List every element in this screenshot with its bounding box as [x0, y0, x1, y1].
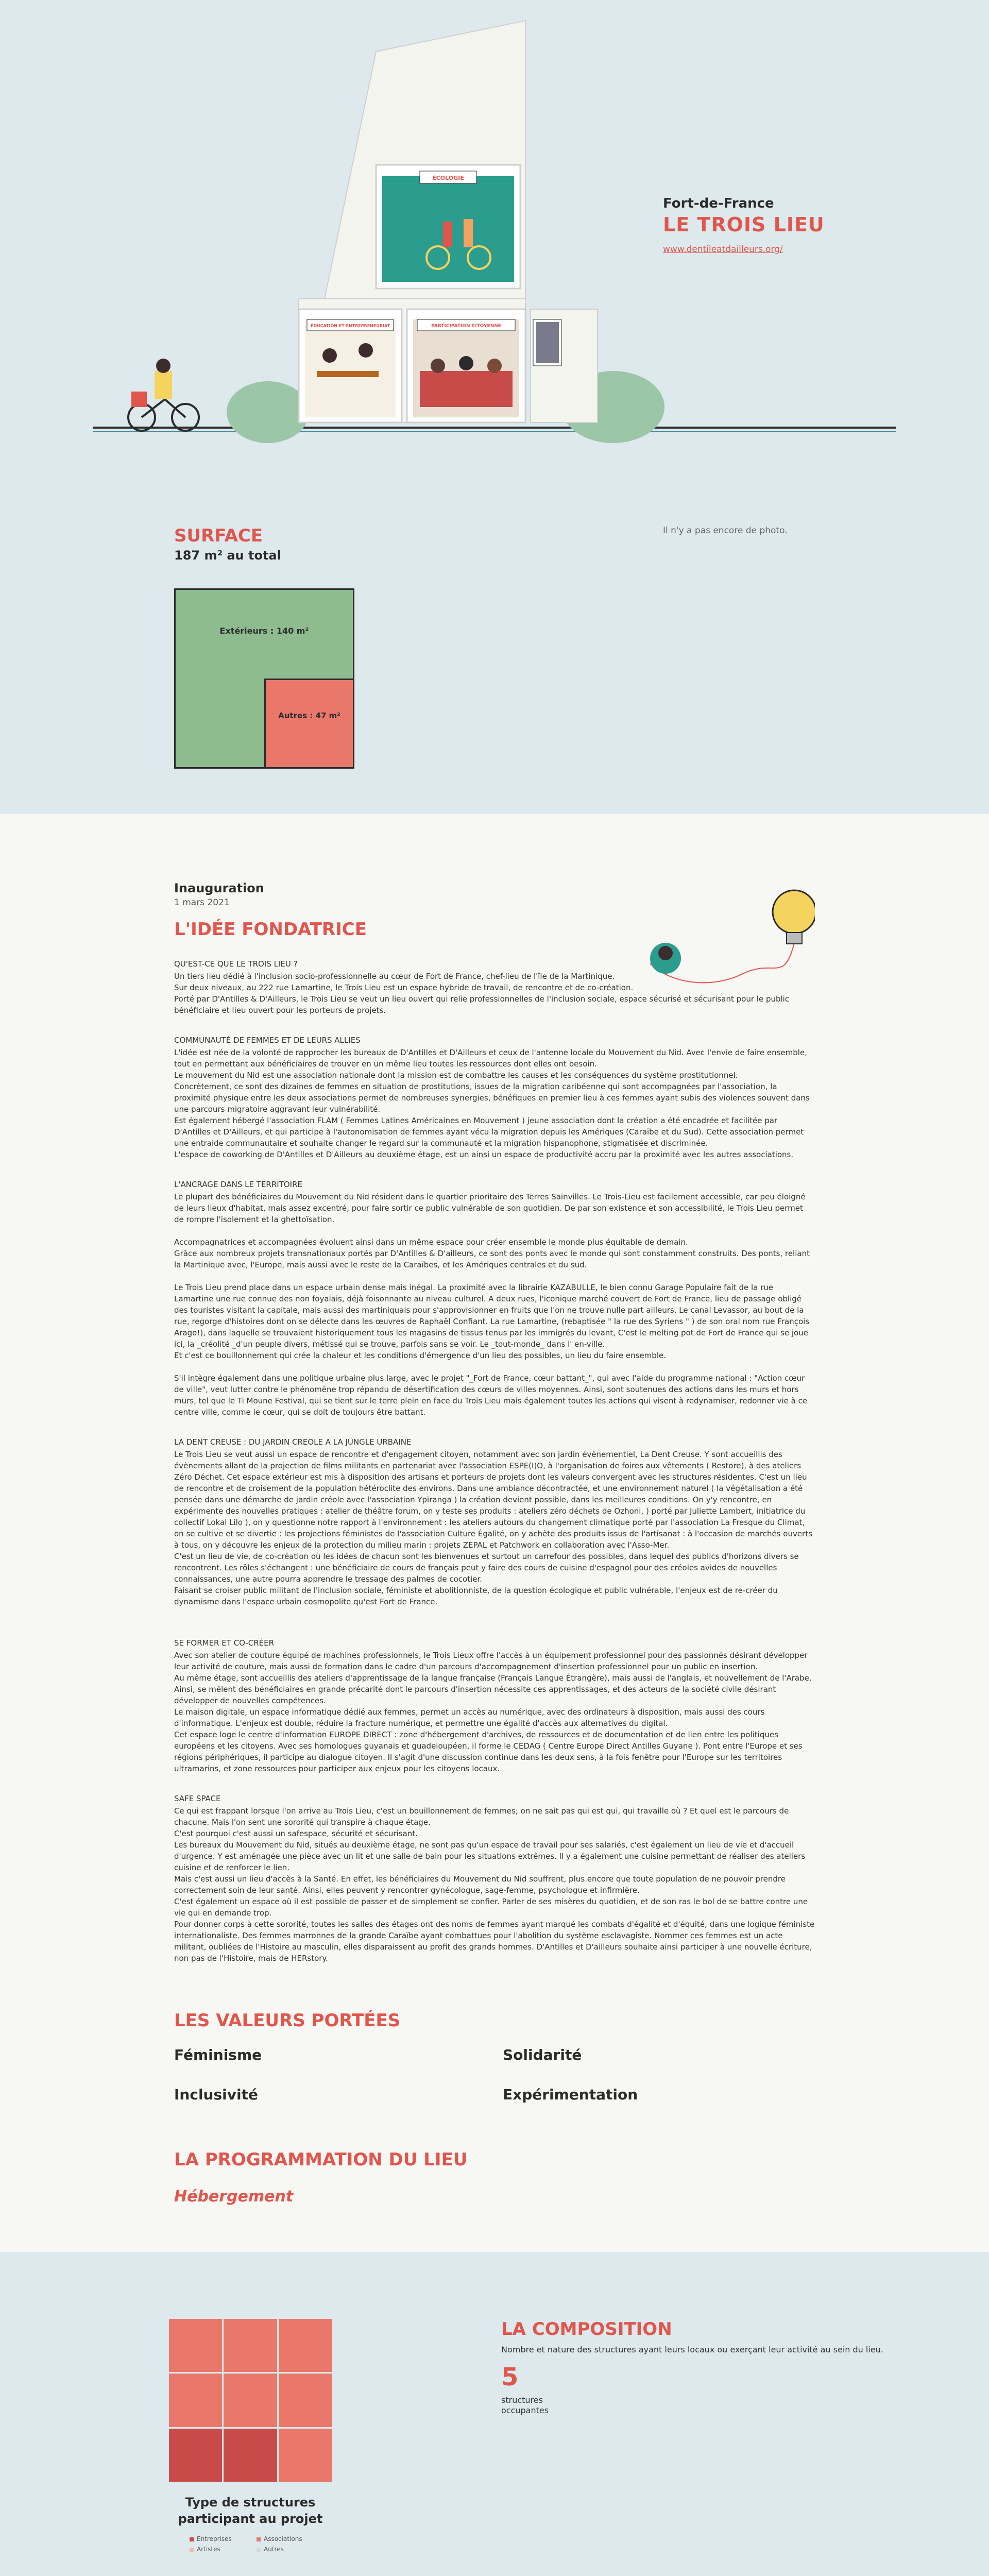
- legend-swatch: [257, 2548, 261, 2552]
- legend-item: Associations: [257, 2535, 313, 2543]
- hero-title-block: [663, 196, 825, 255]
- legend-swatch: [190, 2548, 194, 2552]
- values-grid: [174, 2046, 815, 2103]
- waffle-cell: [279, 2374, 332, 2427]
- surface-treemap: [174, 588, 354, 769]
- hero-section: [0, 0, 989, 526]
- composition-subtitle: Nombre et nature des structures ayant leurs locaux ou exerçant leur activité au sein du lieu.: [501, 2345, 883, 2354]
- no-photo-text: Il n'y a pas encore de photo.: [663, 526, 788, 536]
- legend-item: Entreprises: [190, 2535, 257, 2543]
- composition-section: [0, 2252, 989, 2576]
- sign-ecology: ÉCOLOGIE: [432, 175, 464, 181]
- block-text: Un tiers lieu dédié à l'inclusion socio-professionnelle au cœur de Fort de France, chef-lieu de l'île de la Martinique. Sur deux niveaux, au 222 rue Lamartine, le Trois Lieu est un espace hybride de travail, de rencontre et de co-création. Porté par D'Antilles & D'Ailleurs, le Trois Lieu se veut un lieu ouvert qui relie professionnelles de l'inclusion sociale, espace sécurisé et sécurisant pour le public bénéficiaire et lieu ouvert pour les porteurs de projets.: [174, 972, 790, 1015]
- waffle-cell: [169, 2429, 222, 2482]
- inauguration-date: 1 mars 2021: [174, 897, 230, 908]
- block-heading: LA DENT CREUSE : DU JARDIN CREOLE A LA JUNGLE URBAINE: [174, 1437, 412, 1447]
- legend-swatch: [190, 2537, 194, 2541]
- composition-title: LA COMPOSITION: [501, 2319, 672, 2340]
- legend-item: Artistes: [190, 2546, 257, 2553]
- idea-title: L'IDÉE FONDATRICE: [174, 919, 367, 940]
- structures-count-label: structures occupantes: [501, 2395, 549, 2415]
- website-link[interactable]: www.dentileatdailleurs.org/: [663, 244, 783, 255]
- block-heading: L'ANCRAGE DANS LE TERRITOIRE: [174, 1180, 302, 1189]
- block-heading: QU'EST-CE QUE LE TROIS LIEU ?: [174, 959, 298, 969]
- text-block-territory: [174, 1180, 815, 1418]
- text-block-training: [174, 1638, 815, 1774]
- waffle-legend: [190, 2535, 313, 2553]
- waffle-caption: Type de structures participant au projet: [178, 2495, 323, 2526]
- legend-item: Autres: [257, 2546, 313, 2553]
- block-text: Avec son atelier de couture équipé de machines professionnels, le Trois Lieux offre l'accès à un équipement professionnel pour des passionnés désirant développer leur activité de couture, mais aussi de formation dans le cadre d'un parcours d'accompagnement d'insertion professionnel pour un public en insertion. Au même étage, sont accueillis des ateliers d'apprentissage de la langue française (Français Langue Étrangère), mais aussi de l'anglais, et nouvellement de l'Arabe. Ainsi, se mêlent des bénéficiaires en grande précarité dont le parcours d'insertion nécessite ces apprentissages, et des acteurs de la société civile désirant développer de nouvelles compétences. Le maison digitale, un espace informatique dédié aux femmes, permet un accès au numérique, avec des ordinateurs à disposition, mais aussi des cours d'informatique. L'enjeux est double, réduire la fracture numérique, et permettre une égalité d'accès aux alternatives du digital. Cet espace loge le centre d'information EUROPE DIRECT : zone d'hébergement d'archives, de ressources et de documentation et de lien entre les politiques européens et les citoyens. Avec ses homologues guyanais et guadeloupéen, il forme le CEDAG ( Centre Europe Direct Antilles Guyane ). Pont entre l'Europe et ses régions périphériques, il participe au dialogue citoyen. Il s'agit d'une discussion continue dans les deux sens, à la fois fenêtre pour l'Europe sur les territoires ultramarins, et zone ressources pour participer aux enjeux pour les citoyens locaux.: [174, 1651, 812, 1773]
- lightbulb-icon: [629, 881, 815, 1015]
- block-heading: SAFE SPACE: [174, 1794, 221, 1803]
- text-block-garden: [174, 1437, 815, 1607]
- block-text: Ce qui est frappant lorsque l'on arrive au Trois Lieu, c'est un bouillonnement de femmes; on ne sait pas qui est qui, qui travaille où ? Et quel est le parcours de chacune. Mais l'on sent une sororité qui transpire à chaque étage. C'est pourquoi c'est aussi un safespace, sécurité et sécurisant. Les bureaux du Mouvement du Nid, situés au deuxième étage, ne sont pas qu'un espace de travail pour ses salariés, c'est également un lieu de vie et d'accueil d'urgence. Y est aménagée une pièce avec un lit et une salle de bain pour les situations extrêmes. Il y a également une cuisine permettant de réaliser des ateliers cuisine et de renforcer le lien. Mais c'est aussi un lieu d'accès à la Santé. En effet, les bénéficiaires du Mouvement du Nid souffrent, plus encore que toute population de ne pouvoir prendre correctement soin de leur santé. Ainsi, elles peuvent y rencontrer gynécologue, sage-femme, psychologue et infirmière. C'est également un espace où il est possible de passer et de simplement se confier. Parler de ses misères du quotidien, et de son ras le bol de se battre contre une vie qui en demande trop. Pour donner corps à cette sororité, toutes les salles des étages ont des noms de femmes ayant marqué les combats d'égalité et d'équité, dans une logique féministe internationaliste. Des femmes marronnes de la grande Caraïbe ayant combattues pour l'abolition du système esclavagiste. Nommer ces femmes est un acte militant, oubliées de l'Histoire au masculin, elles disparaissent au profit des grands hommes. D'Antilles et D'ailleurs souhaite ainsi participer à une nouvelle écriture, non pas de l'Histoire, mais de HERstory.: [174, 1806, 815, 1963]
- treemap-cell-other: [264, 679, 353, 767]
- waffle-cell: [224, 2374, 277, 2427]
- programming-title: LA PROGRAMMATION DU LIEU: [174, 2149, 468, 2170]
- surface-section: [0, 526, 989, 814]
- surface-header: [174, 526, 281, 563]
- place-name: LE TROIS LIEU: [663, 213, 825, 236]
- value-item: Expérimentation: [503, 2086, 638, 2103]
- treemap-label-other: Autres : 47 m²: [278, 711, 340, 720]
- waffle-cell: [279, 2429, 332, 2482]
- sign-education: ÉDUCATION ET ENTREPRENEURIAT: [310, 324, 390, 328]
- main-content: [174, 881, 815, 2206]
- main-section: [0, 814, 989, 2252]
- block-heading: COMMUNAUTÉ DE FEMMES ET DE LEURS ALLIES: [174, 1036, 361, 1045]
- waffle-cell: [224, 2319, 277, 2372]
- value-item: Féminisme: [174, 2046, 262, 2063]
- treemap-label-exterior: Extérieurs : 140 m²: [219, 626, 309, 636]
- values-title: LES VALEURS PORTÉES: [174, 2010, 401, 2031]
- text-block-safe-space: [174, 1794, 815, 1964]
- block-text: L'idée est née de la volonté de rapprocher les bureaux de D'Antilles et D'Ailleurs et ceux de l'antenne locale du Mouvement du Nid. Avec l'envie de faire ensemble, tout en permettant aux bénéficiaires de trouver en un même lieu toutes les ressources dont elles ont besoin. Le mouvement du Nid est une association nationale dont la mission est de combattre les causes et les conséquences du système prostitutionnel. Concrètement, ce sont des dizaines de femmes en situation de prostitutions, issues de la migration caribéenne qui sont accompagnées par l'association, la proximité physique entre les deux associations permet de nombreuses synergies, bénéfiques en premier lieu à ces femmes ayant subis des violences souvent dans une parcours migratoire aggravant leur vulnérabilité. Est également hébergé l'association FLAM ( Femmes Latines Américaines en Mouvement ) jeune association dont la création a été encadrée et facilitée par D'Antilles et D'Ailleurs, et qui participe à l'autonomisation de femmes ayant vécu la migration depuis les Amériques (Caraïbe et du Sud). Cette association permet une entraide communautaire et souhaite changer le regard sur la communauté et la migration hispanophone, stigmatisée et discriminée. L'espace de coworking de D'Antilles et D'Ailleurs au deuxième étage, est un ainsi un espace de productivité accru par la proximité avec les autres associations.: [174, 1048, 810, 1159]
- surface-title: SURFACE: [174, 526, 263, 546]
- waffle-cell: [169, 2319, 222, 2372]
- waffle-cell: [279, 2319, 332, 2372]
- waffle-cell: [224, 2429, 277, 2482]
- block-heading: SE FORMER ET CO-CRÉER: [174, 1638, 275, 1648]
- block-text: Le plupart des bénéficiaires du Mouvement du Nid résident dans le quartier prioritaire des Terres Sainvilles. Le Trois-Lieu est facilement accessible, car peu éloigné de leurs lieux d'habitat, mais assez excentré, pour faire sortir ce public vulnérable de son quotidien. De par son existence et son accessibilité, le Trois Lieu permet de rompre l'isolement et la ghettoïsation. Accompagnatrices et accompagnées évoluent ainsi dans un même espace pour créer ensemble le monde plus équitable de demain. Grâce aux nombreux projets transnationaux portés par D'Antilles & D'ailleurs, ce sont des ponts avec le monde qui sont constamment construits. Des ponts, reliant la Martinique avec, l'Europe, mais aussi avec le reste de la Caraïbes, et les Amériques centrales et du sud. Le Trois Lieu prend place dans un espace urbain dense mais inégal. La proximité avec la librairie KAZABULLE, le bien connu Garage Populaire fait de la rue Lamartine une rue connue des non foyalais, déjà foisonnante au niveau culturel. A deux rues, l'iconique marché couvert de Fort de France, lieu de passage obligé des touristes visitant la capitale, mais aussi des martiniquais pour s'approvisionner en fruits que l'on ne trouve nulle part ailleurs. Le canal Levassor, au bout de la rue, regorge d'histoires dont on se délecte dans les œuvres de Raphaël Confiant. La rue Lamartine, (rebaptisée " la rue des Syriens " ) de son oral nom rue François Arago!), dans laquelle se trouvaient historiquement tous les magasins de tissus tenus par les immigrés du levant, C'est le melting pot de Fort de France qui se joue ici, la _créolité _d'un peuple divers, métissé qui se trouve, parfois sans se voir. Le _tout-monde_ dans l' en-ville. Et c'est ce bouillonnement qui crée la chaleur et les conditions d'émergence d'un lieu des possibles, un lieu du faire ensemble. S'il intègre également dans une politique urbaine plus large, avec le projet "_Fort de France, cœur battant_", qui avec l'aide du programme national : "Action cœur de ville", veut lutter contre le phénomène trop répandu de désertification des cœurs de villes moyennes. Ainsi, sont soutenues des actions dans les murs et hors murs, tel que le Ti Moune Festival, qui se tient sur le terre plein en face du Trois Lieu mais également toutes les actions qui visent à redynamiser, redonner vie à ce centre ville, comme le cœur, qui se doit de toujours être battant.: [174, 1192, 810, 1417]
- surface-total: 187 m² au total: [174, 548, 281, 563]
- programming-item: Hébergement: [174, 2188, 294, 2206]
- sign-participation: PARTICIPATION CITOYENNE: [431, 324, 501, 329]
- value-item: Inclusivité: [174, 2086, 258, 2103]
- city-name: Fort-de-France: [663, 196, 774, 211]
- legend-swatch: [257, 2537, 261, 2541]
- value-item: Solidarité: [503, 2046, 582, 2063]
- structures-count: 5: [501, 2363, 519, 2392]
- structure-waffle-chart: [169, 2319, 332, 2482]
- waffle-cell: [169, 2374, 222, 2427]
- inauguration-label: Inauguration: [174, 881, 264, 895]
- block-text: Le Trois Lieu se veut aussi un espace de rencontre et d'engagement citoyen, notamment avec son jardin évènementiel, La Dent Creuse. Y sont accueillis des évènements allant de la projection de films militants en partenariat avec l'association ESPE(I)O, à l'organisation de foires aux vêtements ( Restore), à des ateliers Zéro Déchet. Cet espace extérieur est mis à disposition des artisans et porteurs de projets dont les valeurs convergent avec les structures résidentes. C'est un lieu de rencontre et de croisement de la population hétéroclite des environs. Dans une ambiance décontractée, et une environnement naturel ( la végétalisation a été pensée dans une démarche de jardin créole avec l'association Ypiranga ) la création devient possible, dans les meilleures conditions. On y'y rencontre, en expérimente des nouvelles pratiques : atelier de théâtre forum, on y teste ses produits : ateliers zéro déchets de Ozhoni, ) porté par Juliette Lambert, initiatrice du collectif Lokal Lilo ), on y questionne notre rapport à l'environnement : les ateliers autours du changement climatique porté par l'association La Fresque du Climat, on se cultive et se divertie : les projections féministes de l'association Culture Égalité, on y achète des produits issus de l'artisanat : à l'occasion de marchés ouverts à tous, on y découvre les enjeux de la protection du milieu marin : projets ZEPAL et Patchwork en collaboration avec l'Asso-Mer. C'est un lieu de vie, de co-création où les idées de chacun sont les bienvenues et surtout un carrefour des possibles, dans lequel des publics d'horizons divers se rencontrent. Les rôles s'échangent : une bénéficiaire de cours de français peut y faire des cours de cuisine d'espagnol pour des créoles avides de nouvelles connaissances, une autre pourra apprendre le tressage des palmes de cocotier. Faisant se croiser public militant de l'inclusion sociale, féministe et abolitionniste, de la question écologique et public vulnérable, l'enjeux est de re-créer du dynamisme dans l'espace urbain cosmopolite qu'est Fort de France.: [174, 1450, 812, 1606]
- text-block-community: [174, 1036, 815, 1160]
